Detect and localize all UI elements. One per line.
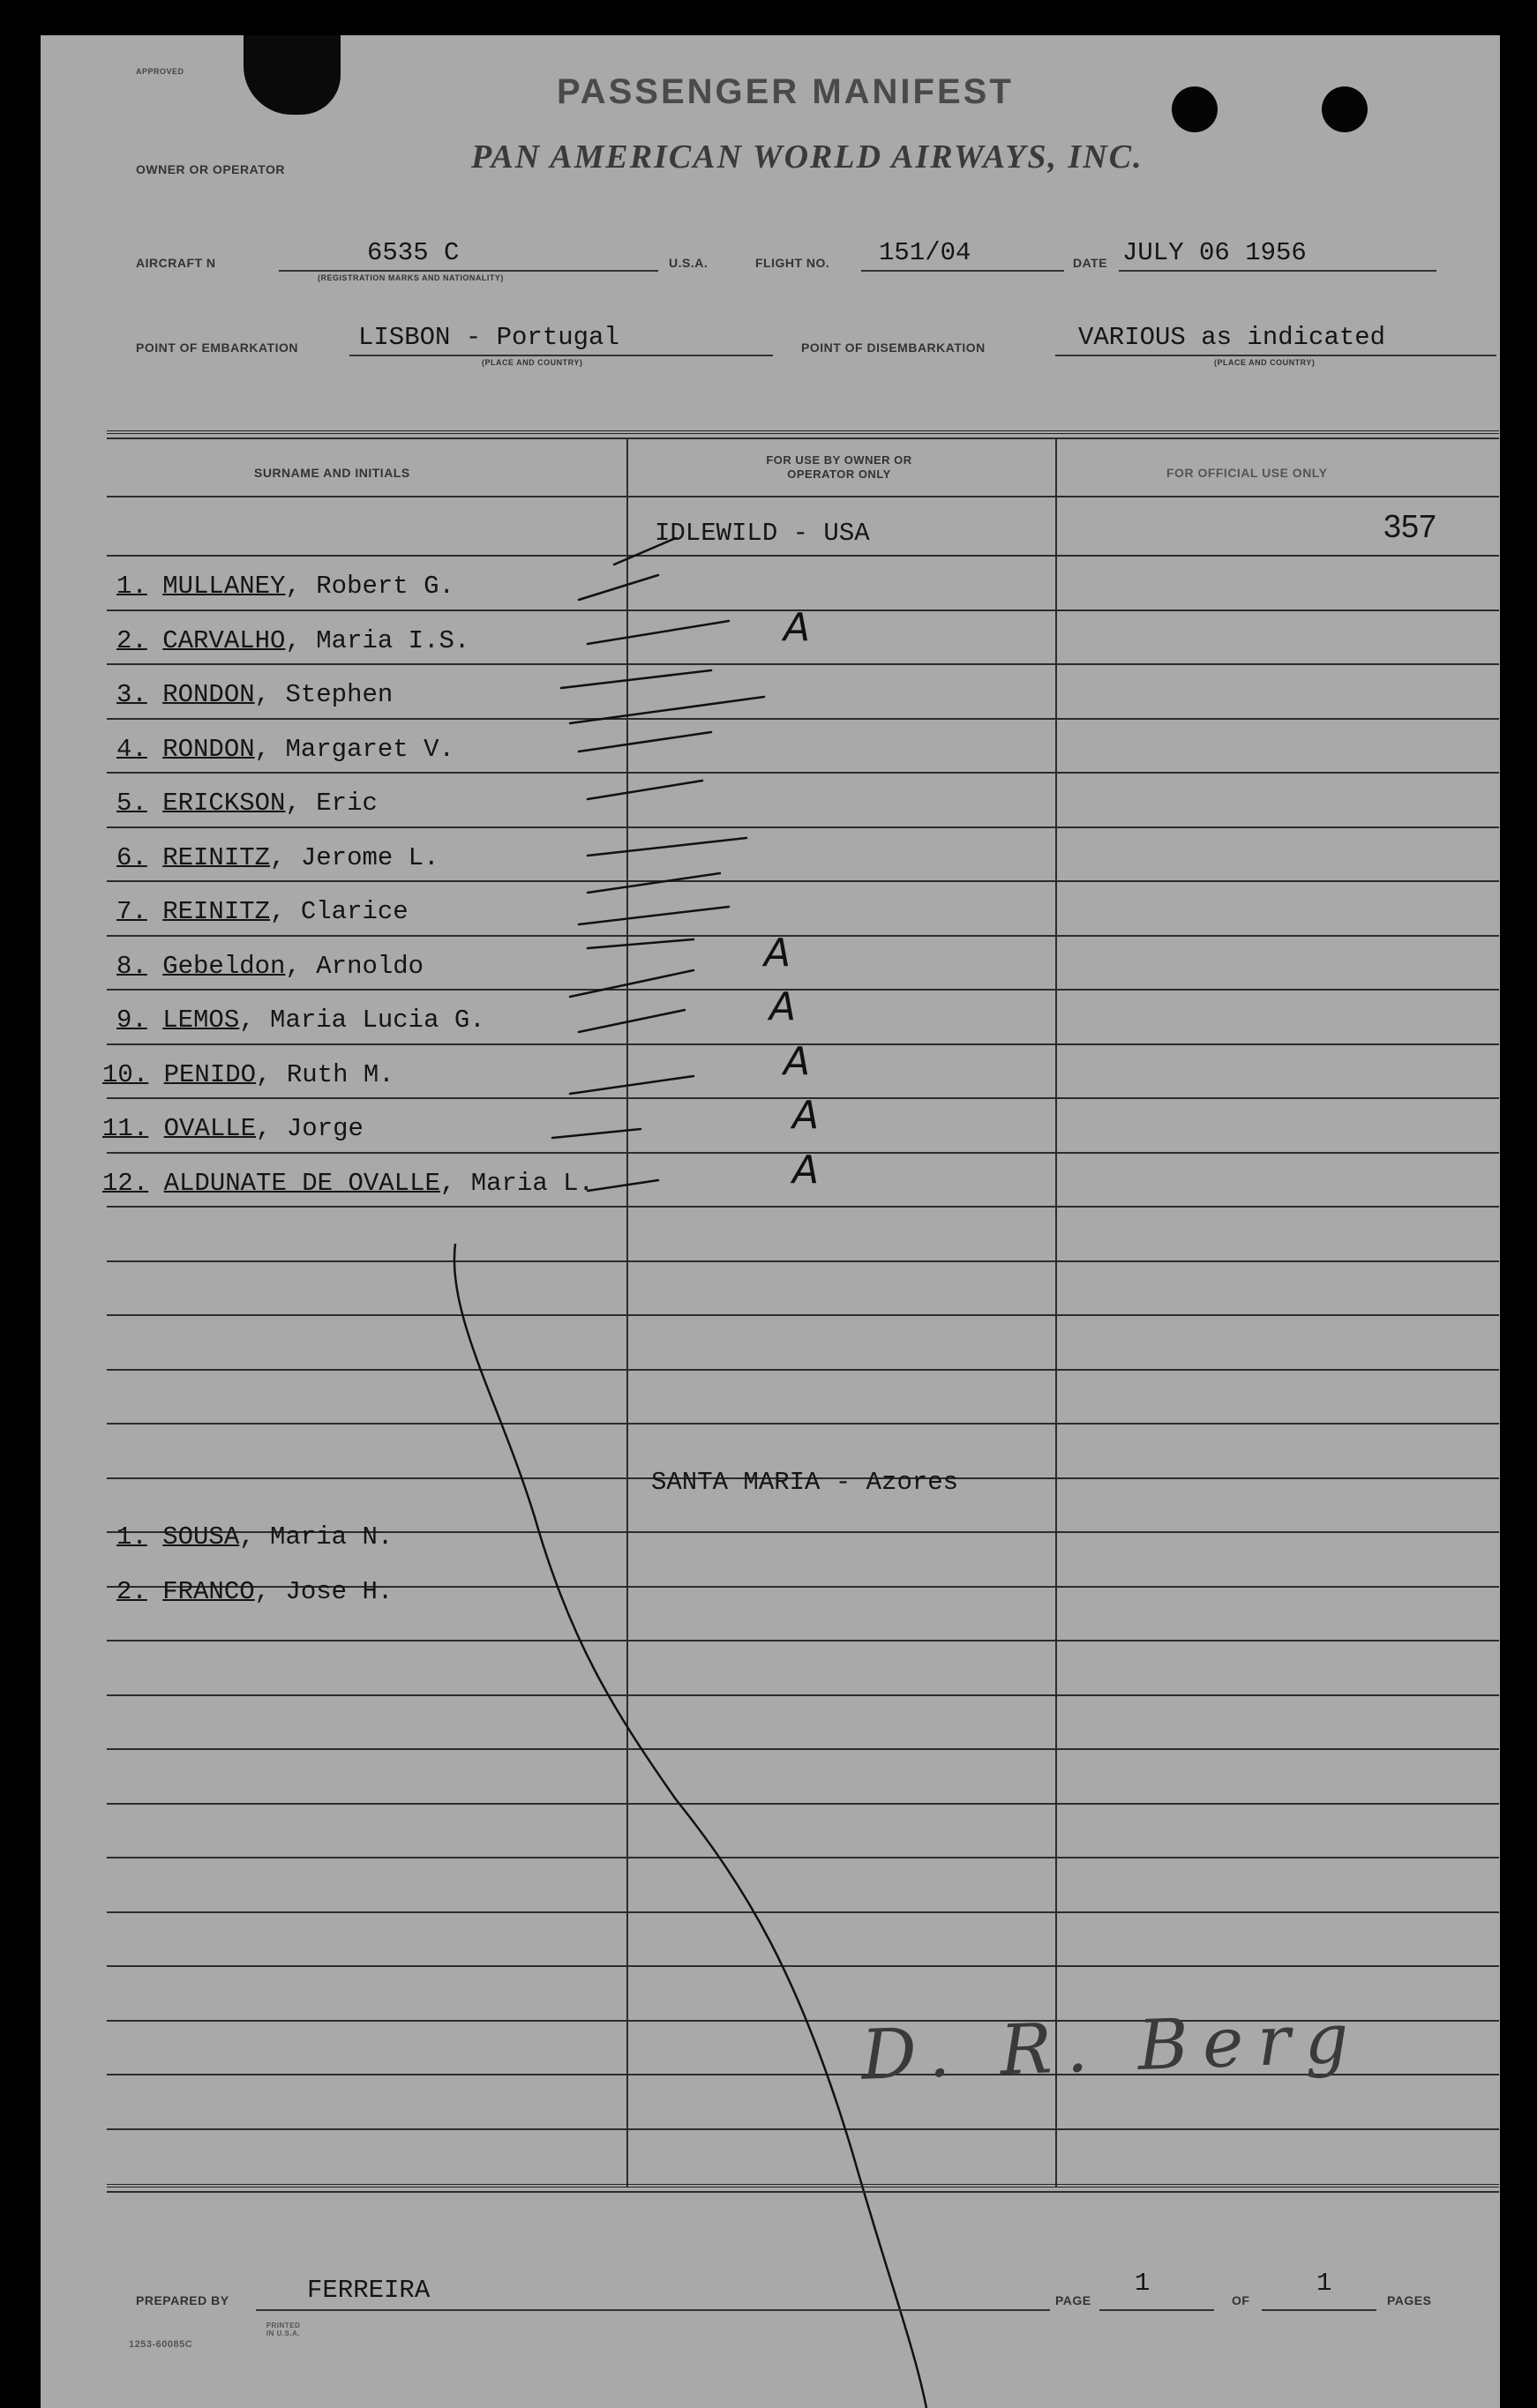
passenger-given-name: Eric [316,789,378,818]
page-underline [1099,2309,1214,2311]
passenger-row: 3. RONDON, Stephen [116,680,394,709]
passenger-given-name: Jose H. [285,1577,394,1606]
approval-stamp: APPROVED [136,67,184,76]
prepared-by-label: PREPARED BY [136,2293,229,2307]
passenger-given-name: Maria N. [270,1522,394,1552]
passenger-number: 8. [116,952,147,981]
pages-label: PAGES [1387,2293,1432,2307]
passenger-surname: RONDON [162,735,255,764]
passenger-surname: ALDUNATE DE OVALLE [163,1169,440,1198]
passenger-row: 9. LEMOS, Maria Lucia G. [116,1006,485,1035]
passenger-surname: SOUSA [162,1522,240,1552]
handwritten-a-mark: A [783,605,811,650]
passenger-number: 1. [116,572,147,601]
passenger-row: 5. ERICKSON, Eric [116,789,378,818]
passenger-given-name: Jerome L. [300,843,439,872]
passenger-row: 6. REINITZ, Jerome L. [116,843,439,872]
aircraft-label: AIRCRAFT N [136,256,216,270]
col-official-header: FOR OFFICIAL USE ONLY [1166,466,1328,480]
passenger-row: 8. Gebeldon, Arnoldo [116,952,424,981]
usa-label: U.S.A. [669,256,709,270]
passenger-number: 1. [116,1522,147,1552]
passenger-row: 10. PENIDO, Ruth M. [102,1060,394,1089]
passenger-number: 5. [116,789,147,818]
prepared-by-underline [256,2309,1050,2311]
passenger-row: 1. MULLANEY, Robert G. [116,572,454,601]
passenger-number: 11. [102,1114,149,1143]
passenger-surname: RONDON [162,680,255,709]
footer-rule [107,2184,1499,2187]
embarkation-label: POINT OF EMBARKATION [136,340,298,355]
passenger-surname: PENIDO [163,1060,257,1089]
passenger-number: 2. [116,626,147,655]
passenger-given-name: Maria Lucia G. [270,1006,485,1035]
page-label: PAGE [1055,2293,1091,2307]
official-number: 357 [1383,508,1437,544]
passenger-row: 2. FRANCO, Jose H. [116,1577,394,1606]
passenger-surname: FRANCO [162,1577,255,1606]
col-owner-header: FOR USE BY OWNER OR OPERATOR ONLY [766,453,912,481]
handwritten-a-mark: A [769,984,797,1029]
handwritten-a-mark: A [783,1039,811,1084]
of-value: 1 [1316,2269,1332,2298]
page-title: PASSENGER MANIFEST [557,72,1014,111]
col-surname-header: SURNAME AND INITIALS [254,466,410,480]
signature: D. R. Berg [859,1999,1364,2096]
page-value: 1 [1135,2269,1151,2298]
passenger-given-name: Clarice [300,897,409,926]
printed-in: PRINTED IN U.S.A. [266,2322,301,2337]
passenger-row: 1. SOUSA, Maria N. [116,1522,394,1552]
passenger-surname: LEMOS [162,1006,240,1035]
passenger-row: 4. RONDON, Margaret V. [116,735,454,764]
passenger-surname: REINITZ [162,897,271,926]
disembarkation-value: VARIOUS as indicated [1078,323,1386,352]
handwritten-a-mark: A [764,931,791,976]
passenger-given-name: Stephen [285,680,394,709]
embarkation-caption: (PLACE AND COUNTRY) [482,358,583,367]
registration-caption: (REGISTRATION MARKS AND NATIONALITY) [318,273,504,282]
of-underline [1262,2309,1376,2311]
of-label: OF [1232,2293,1250,2307]
passenger-surname: CARVALHO [162,626,286,655]
flight-label: FLIGHT NO. [755,256,830,270]
aircraft-value: 6535 C [367,238,460,267]
passenger-surname: MULLANEY [162,572,286,601]
passenger-row: 11. OVALLE, Jorge [102,1114,364,1143]
form-number: 1253-60085C [129,2339,193,2350]
passenger-given-name: Ruth M. [286,1060,394,1089]
manifest-sheet [41,35,1500,2408]
handwritten-a-mark: A [792,1148,820,1193]
passenger-row: 2. CARVALHO, Maria I.S. [116,626,470,655]
passenger-given-name: Margaret V. [285,735,454,764]
passenger-number: 2. [116,1577,147,1606]
prepared-by-value: FERREIRA [307,2276,431,2305]
passenger-surname: REINITZ [162,843,271,872]
passenger-surname: ERICKSON [162,789,286,818]
flight-value: 151/04 [879,238,971,267]
passenger-number: 10. [102,1060,149,1089]
passenger-surname: OVALLE [163,1114,257,1143]
disembarkation-caption: (PLACE AND COUNTRY) [1214,358,1316,367]
passenger-number: 7. [116,897,147,926]
airline-name: PAN AMERICAN WORLD AIRWAYS, INC. [471,138,1143,176]
passenger-number: 3. [116,680,147,709]
date-value: JULY 06 1956 [1122,238,1307,267]
destination-santa-maria: SANTA MARIA - Azores [651,1468,959,1497]
check-marks [552,538,764,1191]
passenger-given-name: Maria I.S. [316,626,470,655]
footer-rule-2 [107,2191,1499,2193]
disembarkation-label: POINT OF DISEMBARKATION [801,340,986,355]
passenger-given-name: Jorge [286,1114,364,1143]
passenger-given-name: Maria L. [470,1169,594,1198]
date-label: DATE [1073,256,1108,270]
passenger-surname: Gebeldon [162,952,286,981]
owner-label: OWNER OR OPERATOR [136,162,285,176]
passenger-row: 7. REINITZ, Clarice [116,897,409,926]
passenger-given-name: Arnoldo [316,952,424,981]
passenger-number: 4. [116,735,147,764]
passenger-row: 12. ALDUNATE DE OVALLE, Maria L. [102,1169,594,1198]
long-handwritten-line [454,1244,926,2408]
passenger-number: 9. [116,1006,147,1035]
handwritten-a-mark: A [792,1093,820,1138]
passenger-number: 12. [102,1169,149,1198]
destination-idlewild: IDLEWILD - USA [655,519,870,548]
passenger-given-name: Robert G. [316,572,454,601]
passenger-number: 6. [116,843,147,872]
embarkation-value: LISBON - Portugal [358,323,619,352]
